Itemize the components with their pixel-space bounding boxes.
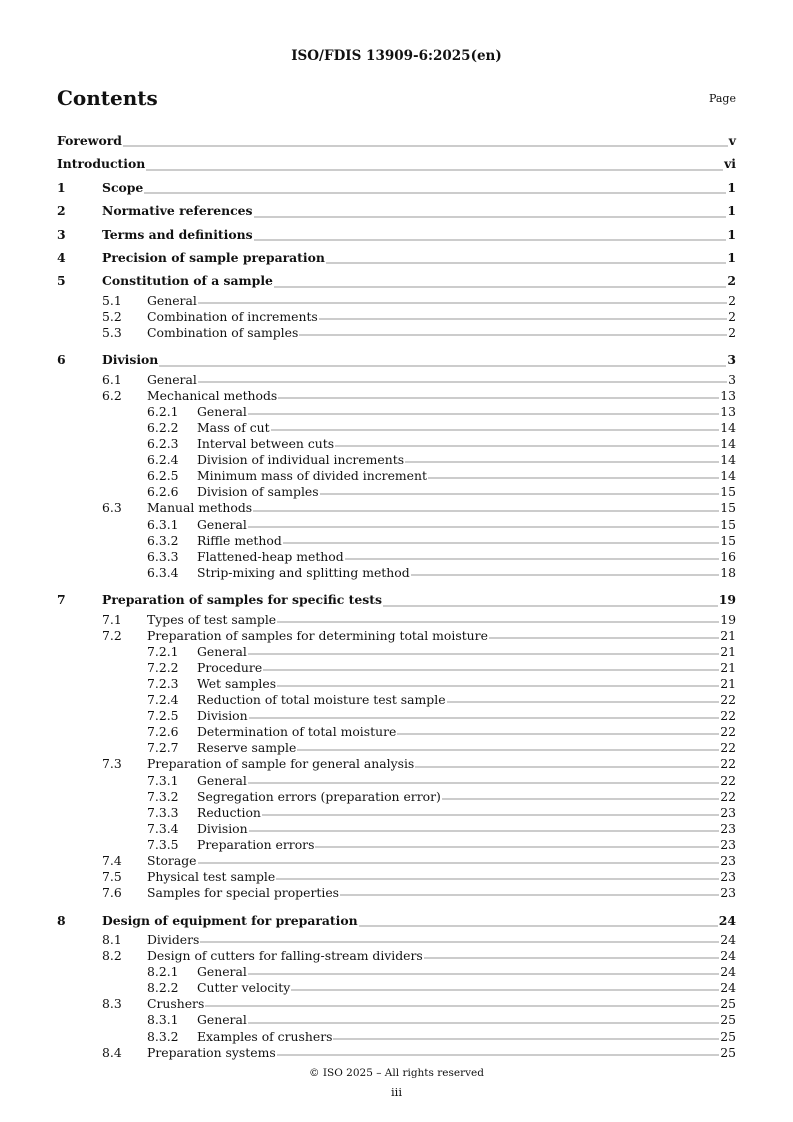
dot-leader <box>297 749 719 752</box>
section-title: Wet samples <box>197 675 277 691</box>
dot-leader <box>144 192 726 195</box>
page-ref: 23 <box>720 869 736 885</box>
dot-leader <box>277 1054 720 1057</box>
section-title: Preparation of samples for determining total moisture <box>147 627 488 643</box>
page-ref: 23 <box>720 804 736 820</box>
section-number: 5.3 <box>102 324 122 340</box>
page-ref: 1 <box>727 179 736 195</box>
page-ref: 2 <box>728 308 736 324</box>
dot-leader <box>248 1022 719 1025</box>
section-number: 8.4 <box>102 1044 122 1060</box>
dot-leader <box>283 542 719 545</box>
section-number: 6.3 <box>102 500 122 516</box>
section-number: 7.2.7 <box>147 740 179 756</box>
dot-leader <box>319 318 727 321</box>
page-ref: 1 <box>727 203 736 219</box>
page-ref: 3 <box>728 371 736 387</box>
dot-leader <box>248 413 719 416</box>
section-title: Procedure <box>197 659 263 675</box>
section-title: General <box>197 964 247 980</box>
toc-entry-l3[interactable] <box>57 692 736 708</box>
page-ref: 15 <box>720 484 736 500</box>
section-spacer <box>57 341 736 348</box>
section-number: 8.3.1 <box>147 1012 179 1028</box>
toc-entry-l3[interactable] <box>57 517 736 533</box>
dot-leader <box>345 558 720 561</box>
section-title: Preparation of sample for general analysis <box>147 756 415 772</box>
page-ref: 24 <box>720 964 736 980</box>
page-ref: 14 <box>720 419 736 435</box>
section-title: General <box>147 371 197 387</box>
toc-entry-l2[interactable] <box>57 756 736 772</box>
page-ref: 1 <box>727 249 736 265</box>
toc-entry-l3[interactable] <box>57 980 736 996</box>
section-title: Division of samples <box>197 484 319 500</box>
section-number: 5.1 <box>102 292 122 308</box>
toc-entry-l2[interactable] <box>57 628 736 644</box>
dot-leader <box>262 814 719 817</box>
page-ref: 25 <box>720 1028 736 1044</box>
section-number: 7.2.6 <box>147 724 179 740</box>
dot-leader <box>248 973 719 976</box>
page-ref: 21 <box>720 675 736 691</box>
section-title: Riffle method <box>197 532 282 548</box>
page-ref: 24 <box>720 948 736 964</box>
toc-entry-l3[interactable] <box>57 420 736 436</box>
section-number: 6.2.2 <box>147 419 179 435</box>
section-number: 6 <box>57 352 66 368</box>
page-ref: vi <box>724 156 736 172</box>
toc-entry-front[interactable] <box>57 129 736 152</box>
toc-entry-l3[interactable] <box>57 805 736 821</box>
dot-leader <box>276 878 719 881</box>
dot-leader <box>291 989 719 992</box>
section-number: 7.5 <box>102 869 122 885</box>
dot-leader <box>253 510 719 513</box>
section-number: 8.2.2 <box>147 980 179 996</box>
section-title: Design of equipment for preparation <box>102 912 358 928</box>
toc-entry-l1[interactable] <box>57 269 736 292</box>
dot-leader <box>248 782 719 785</box>
section-title: Combination of samples <box>147 324 299 340</box>
dot-leader <box>249 830 720 833</box>
toc-entry-l3[interactable] <box>57 789 736 805</box>
section-title: Preparation systems <box>147 1044 276 1060</box>
dot-leader <box>315 846 719 849</box>
section-number: 7.2 <box>102 627 122 643</box>
dot-leader <box>442 798 719 801</box>
toc-entry-l1[interactable] <box>57 909 736 932</box>
page-ref: 22 <box>720 772 736 788</box>
section-title: Combination of increments <box>147 308 318 324</box>
section-title: Constitution of a sample <box>102 273 273 289</box>
toc-entry-l2[interactable] <box>57 500 736 516</box>
section-title: Determination of total moisture <box>197 724 397 740</box>
dot-leader <box>489 637 719 640</box>
section-number: 7.2.1 <box>147 643 179 659</box>
section-title: Design of cutters for falling-stream dividers <box>147 948 423 964</box>
toc-entry-l3[interactable] <box>57 724 736 740</box>
page-ref: 15 <box>720 500 736 516</box>
toc-entry-l2[interactable] <box>57 372 736 388</box>
dot-leader <box>415 766 719 769</box>
dot-leader <box>278 397 719 400</box>
section-title: Interval between cuts <box>197 436 335 452</box>
page-ref: 21 <box>720 627 736 643</box>
dot-leader <box>123 145 728 148</box>
dot-leader <box>146 169 723 172</box>
dot-leader <box>248 653 719 656</box>
toc-entry-l1[interactable] <box>57 588 736 611</box>
page-ref: 2 <box>728 292 736 308</box>
page-ref: 13 <box>720 387 736 403</box>
toc-entry-l3[interactable] <box>57 484 736 500</box>
section-number: 4 <box>57 249 66 265</box>
section-number: 2 <box>57 203 66 219</box>
section-title: Flattened-heap method <box>197 548 344 564</box>
section-number: 8.2.1 <box>147 964 179 980</box>
page-ref: 22 <box>720 692 736 708</box>
section-number: 3 <box>57 226 66 242</box>
toc-entry-l3[interactable] <box>57 837 736 853</box>
toc-entry-l2[interactable] <box>57 853 736 869</box>
toc-entry-front[interactable] <box>57 152 736 175</box>
toc-entry-l2[interactable] <box>57 325 736 341</box>
section-number: 7.1 <box>102 611 122 627</box>
toc-entry-l2[interactable] <box>57 293 736 309</box>
section-number: 6.2.3 <box>147 436 179 452</box>
toc-entry-l2[interactable] <box>57 869 736 885</box>
dot-leader <box>254 239 727 242</box>
section-title: Preparation of samples for specific tests <box>102 592 382 608</box>
section-title: Reduction <box>197 804 261 820</box>
section-title: General <box>197 643 247 659</box>
section-title: Storage <box>147 853 197 869</box>
copyright-notice: © ISO 2025 – All rights reserved <box>309 1067 484 1079</box>
section-number: 5 <box>57 273 66 289</box>
dot-leader <box>335 445 719 448</box>
section-number: 8.1 <box>102 931 122 947</box>
page-ref: 19 <box>718 592 736 608</box>
section-title: General <box>147 292 197 308</box>
section-title: Samples for special properties <box>147 885 340 901</box>
dot-leader <box>447 701 720 704</box>
toc-entry-l3[interactable] <box>57 436 736 452</box>
toc-entry-l1[interactable] <box>57 223 736 246</box>
page-ref: 14 <box>720 468 736 484</box>
page-ref: 3 <box>727 352 736 368</box>
section-title: Crushers <box>147 996 205 1012</box>
section-number: 7.3.2 <box>147 788 179 804</box>
section-title: Terms and definitions <box>102 226 253 242</box>
dot-leader <box>326 262 727 265</box>
section-number: 7.4 <box>102 853 122 869</box>
section-number: 8.3.2 <box>147 1028 179 1044</box>
section-number: 1 <box>57 179 66 195</box>
page-ref: 18 <box>720 564 736 580</box>
section-title: Segregation errors (preparation error) <box>197 788 441 804</box>
section-title: General <box>197 1012 247 1028</box>
toc-entry-l2[interactable] <box>57 309 736 325</box>
toc-entry-l3[interactable] <box>57 660 736 676</box>
toc-entry-l3[interactable] <box>57 468 736 484</box>
section-number: 6.3.2 <box>147 532 179 548</box>
page-ref: 22 <box>720 724 736 740</box>
section-number: 7.2.5 <box>147 708 179 724</box>
section-number: 7.3.4 <box>147 820 179 836</box>
section-title: Physical test sample <box>147 869 276 885</box>
page-ref: 24 <box>720 931 736 947</box>
toc-entry-l3[interactable] <box>57 708 736 724</box>
section-number: 8 <box>57 912 66 928</box>
toc-entry-l3[interactable] <box>57 821 736 837</box>
page-ref: 25 <box>720 996 736 1012</box>
section-number: 8.3 <box>102 996 122 1012</box>
dot-leader <box>277 621 719 624</box>
section-spacer <box>57 901 736 908</box>
toc-entry-l2[interactable] <box>57 948 736 964</box>
dot-leader <box>249 717 720 720</box>
toc-entry-l3[interactable] <box>57 1029 736 1045</box>
dot-leader <box>254 216 727 219</box>
section-title: Types of test sample <box>147 611 277 627</box>
dot-leader <box>159 365 726 368</box>
page-ref: 25 <box>720 1012 736 1028</box>
section-title: General <box>197 772 247 788</box>
page-ref: 1 <box>727 226 736 242</box>
page-ref: 19 <box>720 611 736 627</box>
section-title: Foreword <box>57 133 122 148</box>
page-ref: 23 <box>720 885 736 901</box>
page-ref: 21 <box>720 643 736 659</box>
toc-entry-l3[interactable] <box>57 565 736 581</box>
dot-leader <box>200 941 719 944</box>
dot-leader <box>198 862 720 865</box>
dot-leader <box>277 685 719 688</box>
toc-entry-l2[interactable] <box>57 388 736 404</box>
toc-entry-l3[interactable] <box>57 452 736 468</box>
page-ref: 23 <box>720 836 736 852</box>
section-number: 7.2.3 <box>147 675 179 691</box>
toc-entry-l3[interactable] <box>57 964 736 980</box>
section-number: 6.2.4 <box>147 452 179 468</box>
dot-leader <box>397 733 719 736</box>
page-ref: 23 <box>720 853 736 869</box>
page-ref: 2 <box>727 273 736 289</box>
section-number: 7 <box>57 592 66 608</box>
toc-entry-l2[interactable] <box>57 932 736 948</box>
section-title: Division <box>197 820 248 836</box>
section-number: 6.3.1 <box>147 516 179 532</box>
dot-leader <box>333 1038 719 1041</box>
toc-entry-l2[interactable] <box>57 612 736 628</box>
section-title: Division of individual increments <box>197 452 405 468</box>
section-title: Minimum mass of divided increment <box>197 468 427 484</box>
page-ref: 15 <box>720 516 736 532</box>
section-title: General <box>197 516 247 532</box>
section-spacer <box>57 581 736 588</box>
toc-entry-l2[interactable] <box>57 1045 736 1061</box>
page-ref: 16 <box>720 548 736 564</box>
dot-leader <box>205 1005 719 1008</box>
page-ref: 22 <box>720 740 736 756</box>
dot-leader <box>340 894 719 897</box>
dot-leader <box>198 381 727 384</box>
dot-leader <box>263 669 719 672</box>
toc-entry-l3[interactable] <box>57 404 736 420</box>
section-number: 6.2.5 <box>147 468 179 484</box>
page-ref: 24 <box>720 980 736 996</box>
toc-entry-l2[interactable] <box>57 885 736 901</box>
page-ref: 22 <box>720 708 736 724</box>
toc-entry-l2[interactable] <box>57 996 736 1012</box>
section-number: 7.3.5 <box>147 836 179 852</box>
section-title: Precision of sample preparation <box>102 249 325 265</box>
toc-entry-l3[interactable] <box>57 1012 736 1028</box>
toc-entry-l3[interactable] <box>57 644 736 660</box>
section-title: General <box>197 403 247 419</box>
page-column-label: Page <box>708 92 736 105</box>
page-ref: 24 <box>718 912 736 928</box>
toc-entry-l3[interactable] <box>57 773 736 789</box>
section-title: Normative references <box>102 203 253 219</box>
toc-entry-l1[interactable] <box>57 176 736 199</box>
dot-leader <box>383 605 718 608</box>
section-number: 7.2.2 <box>147 659 179 675</box>
section-number: 6.3.4 <box>147 564 179 580</box>
toc-entry-l1[interactable] <box>57 199 736 222</box>
toc-entry-l1[interactable] <box>57 348 736 371</box>
section-title: Manual methods <box>147 500 253 516</box>
dot-leader <box>271 429 720 432</box>
section-number: 7.3.3 <box>147 804 179 820</box>
dot-leader <box>411 574 720 577</box>
page-ref: 14 <box>720 436 736 452</box>
section-title: Reserve sample <box>197 740 297 756</box>
document-id: ISO/FDIS 13909-6:2025(en) <box>291 48 502 64</box>
section-title: Reduction of total moisture test sample <box>197 692 446 708</box>
page-ref: 14 <box>720 452 736 468</box>
table-of-contents <box>57 129 736 1068</box>
section-number: 6.1 <box>102 371 122 387</box>
toc-entry-l3[interactable] <box>57 676 736 692</box>
toc-entry-l3[interactable] <box>57 549 736 565</box>
section-number: 5.2 <box>102 308 122 324</box>
section-number: 7.3.1 <box>147 772 179 788</box>
section-title: Dividers <box>147 931 200 947</box>
section-number: 7.3 <box>102 756 122 772</box>
section-title: Scope <box>102 179 144 195</box>
section-title: Examples of crushers <box>197 1028 333 1044</box>
section-number: 6.3.3 <box>147 548 179 564</box>
page-ref: 23 <box>720 820 736 836</box>
dot-leader <box>299 334 727 337</box>
page-ref: 25 <box>720 1044 736 1060</box>
page-number: iii <box>390 1085 403 1099</box>
page-ref: 21 <box>720 659 736 675</box>
dot-leader <box>424 957 719 960</box>
page-ref: 22 <box>720 788 736 804</box>
section-title: Strip-mixing and splitting method <box>197 564 410 580</box>
dot-leader <box>405 461 719 464</box>
section-number: 6.2.6 <box>147 484 179 500</box>
dot-leader <box>320 493 720 496</box>
page-title: Contents <box>57 86 158 110</box>
page-ref: 15 <box>720 532 736 548</box>
section-title: Division <box>102 352 159 368</box>
dot-leader <box>359 925 718 928</box>
section-title: Mechanical methods <box>147 387 278 403</box>
section-number: 7.2.4 <box>147 692 179 708</box>
section-title: Division <box>197 708 248 724</box>
page-ref: v <box>728 133 736 148</box>
page-ref: 22 <box>720 756 736 772</box>
section-number: 6.2 <box>102 387 122 403</box>
section-number: 8.2 <box>102 948 122 964</box>
dot-leader <box>198 302 727 305</box>
section-number: 6.2.1 <box>147 403 179 419</box>
toc-entry-l3[interactable] <box>57 740 736 756</box>
dot-leader <box>248 526 719 529</box>
section-title: Introduction <box>57 156 146 172</box>
page-ref: 13 <box>720 403 736 419</box>
page-ref: 2 <box>728 324 736 340</box>
toc-entry-l3[interactable] <box>57 533 736 549</box>
toc-entry-l1[interactable] <box>57 246 736 269</box>
section-title: Mass of cut <box>197 419 270 435</box>
dot-leader <box>428 477 719 480</box>
section-number: 7.6 <box>102 885 122 901</box>
section-title: Cutter velocity <box>197 980 291 996</box>
dot-leader <box>274 286 726 289</box>
section-title: Preparation errors <box>197 836 315 852</box>
